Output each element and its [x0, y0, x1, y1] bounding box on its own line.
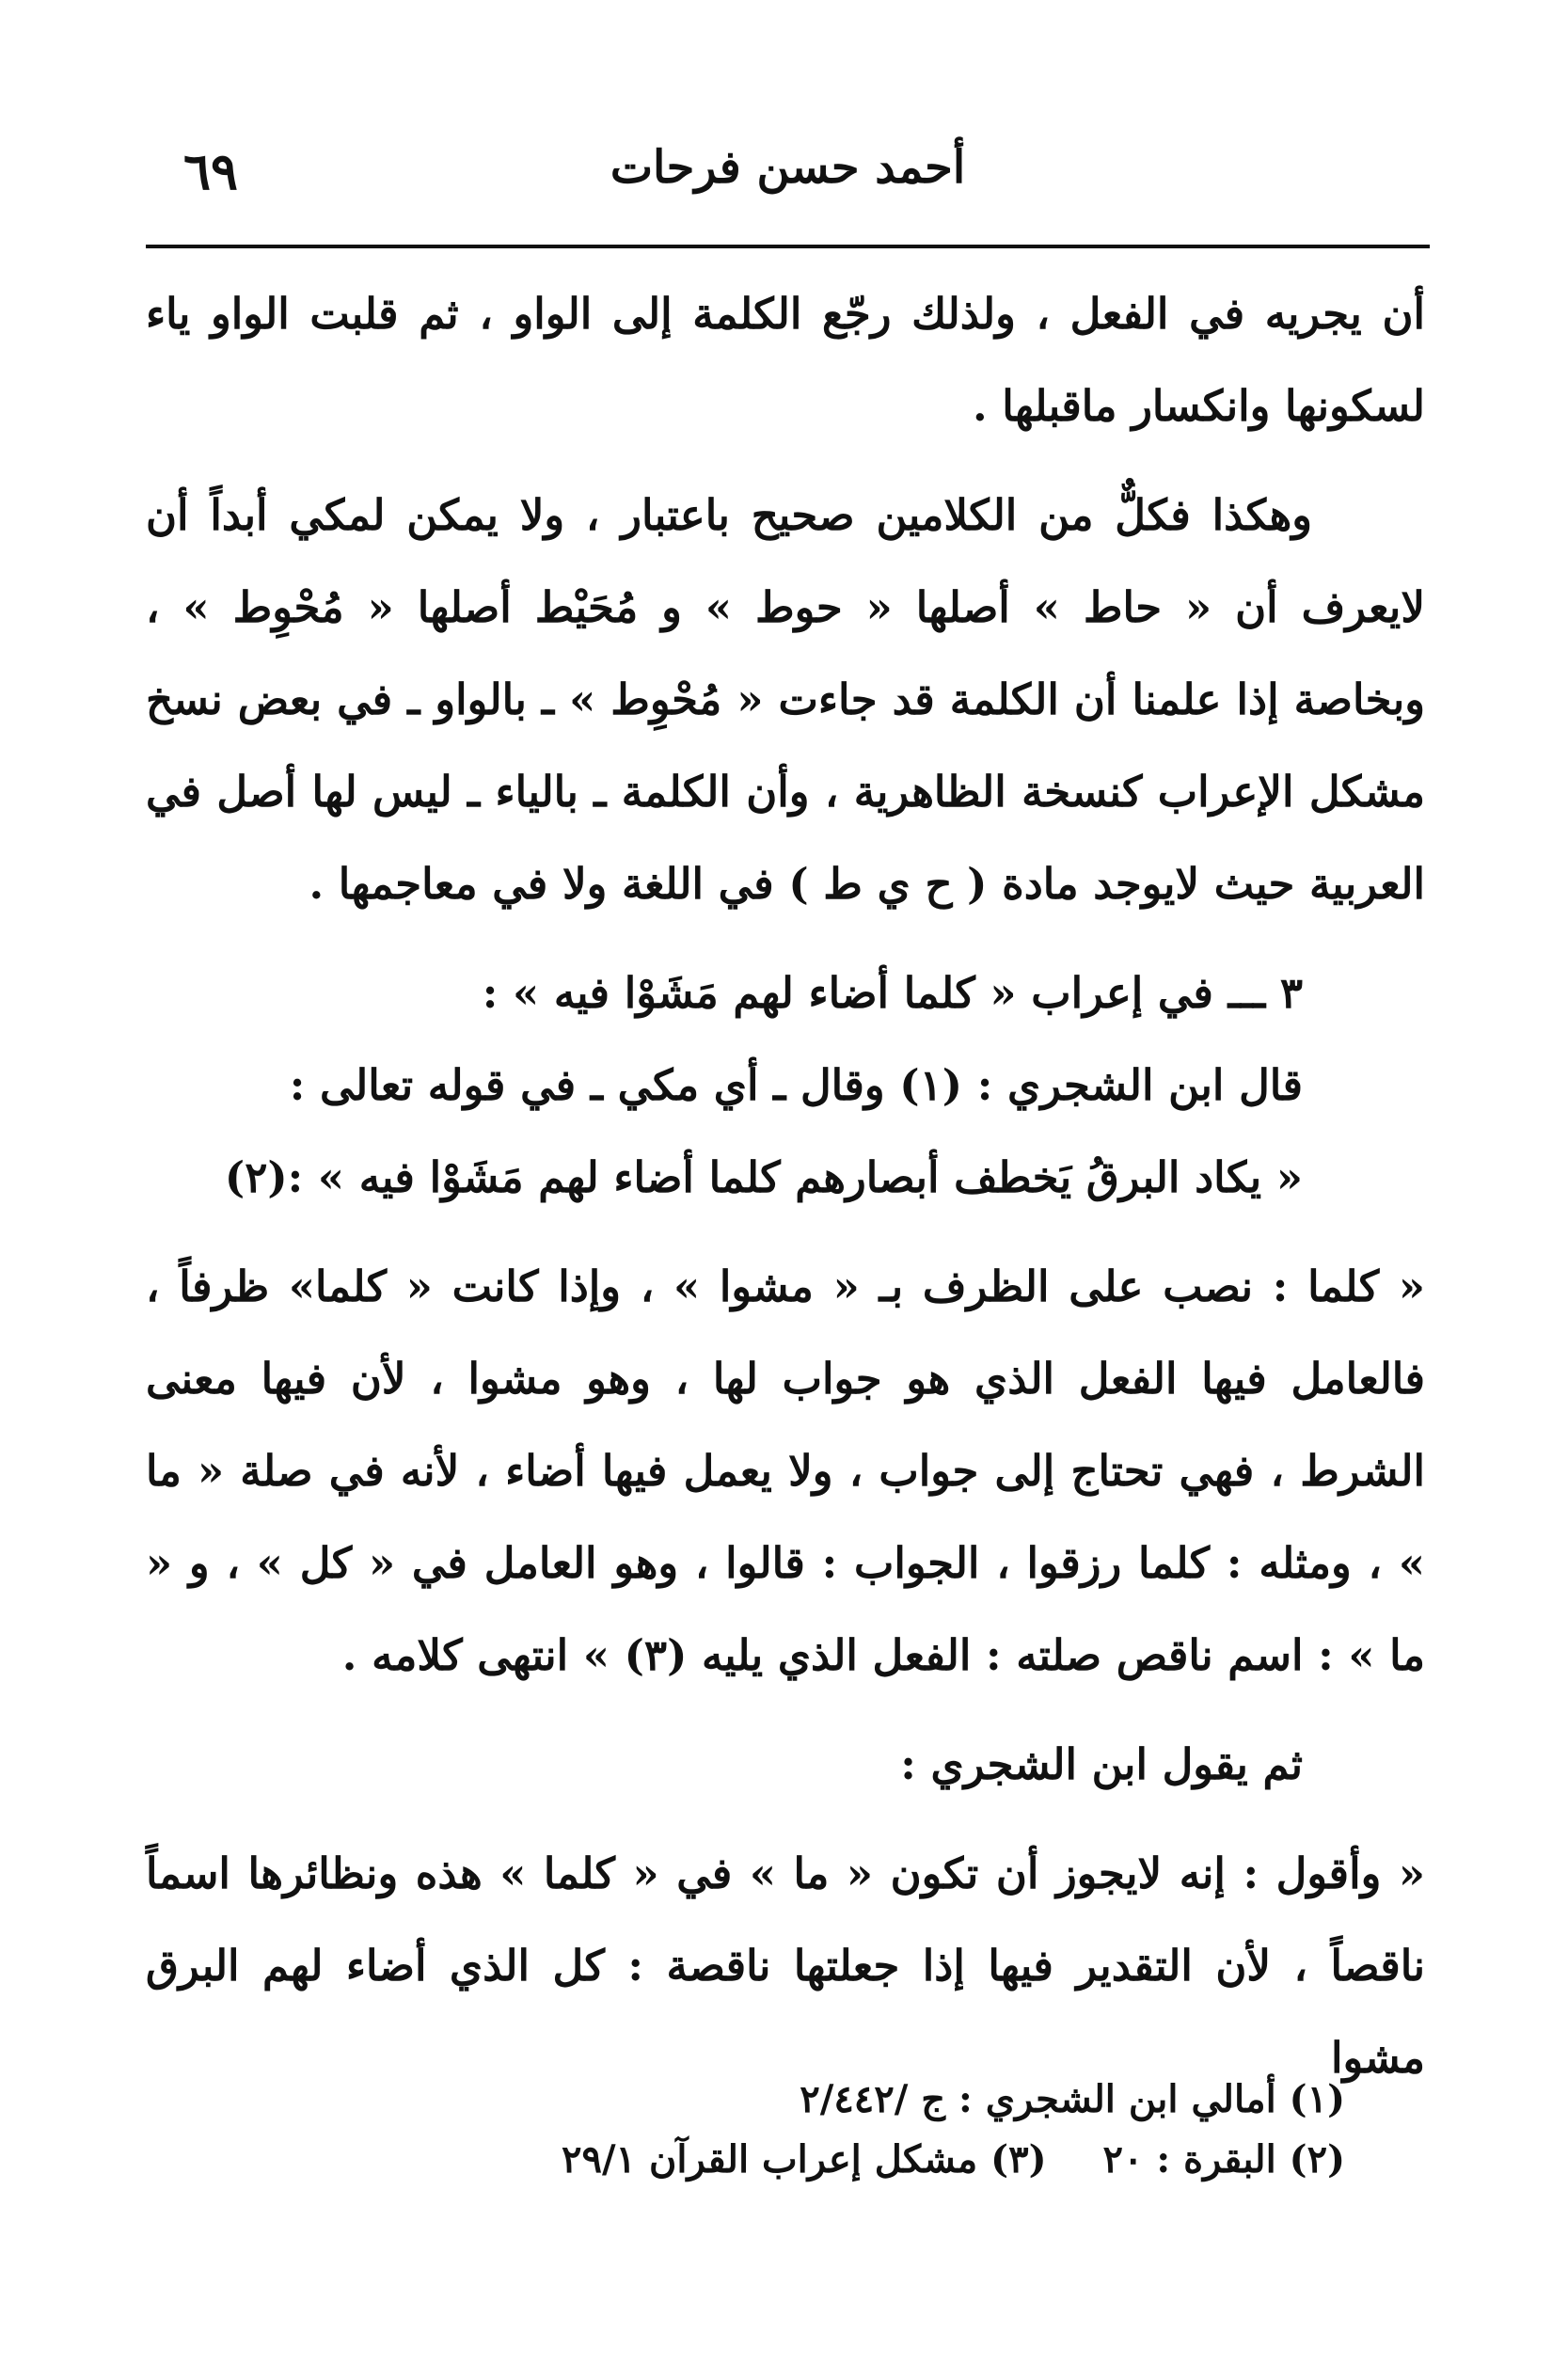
- header-rule: [146, 245, 1430, 248]
- quote-intro: قال ابن الشجري : (١) وقال ـ أي مكي ـ في قوله تعالى :: [289, 1060, 1303, 1110]
- footnote-2: (٢) البقرة : ٢٠: [1102, 2137, 1345, 2182]
- paragraph-ibn-shajari: ثم يقول ابن الشجري :: [900, 1739, 1303, 1789]
- running-head: أحمد حسن فرحات: [610, 141, 966, 194]
- footnote-row-1: [263, 2070, 1345, 2130]
- paragraph-kullama: « كلما : نصب على الظرف بـ « مشوا » ، وإذا كانت « كلما» ظرفاً ، فالعامل فيها الفعل الذي هو جواب لها ، وهو مشوا ، لأن فيها معنى الشرط ، فهي تحتاج إلى جواب ، ولا يعمل فيها أضاء ، لأنه في صلة « ما » ، ومثله : كلما رزقوا ، الجواب : قالوا ، وهو العامل في « كل » ، و « ما » : اسم ناقص صلته : الفعل الذي يليه (٣) » انتهى كلامه .: [146, 1261, 1425, 1680]
- paragraph-wa-aqul: « وأقول : إنه لايجوز أن تكون « ما » في « كلما » هذه ونظائرها اسماً ناقصاً ، لأن التقدير فيها إذا جعلتها ناقصة : كل الذي أضاء لهم البرق مشوا: [146, 1848, 1425, 2083]
- paragraph-1: أن يجريه في الفعل ، ولذلك رجّع الكلمة إلى الواو ، ثم قلبت الواو ياء لسكونها وانكسار ماقبلها .: [146, 289, 1425, 431]
- section-heading: ٣ ـــ في إعراب « كلما أضاء لهم مَشَوْا فيه » :: [482, 968, 1303, 1018]
- paragraph-2: وهكذا فكلٌّ من الكلامين صحيح باعتبار ، ولا يمكن لمكي أبداً أن لايعرف أن « حاط » أصلها « حوط » و مُحَيْط أصلها « مُحْوِط » ، وبخاصة إذا علمنا أن الكلمة قد جاءت « مُحْوِط » ـ بالواو ـ في بعض نسخ مشكل الإعراب كنسخة الظاهرية ، وأن الكلمة ـ بالياء ـ ليس لها أصل في العربية حيث لايوجد مادة ( ح ي ط ) في اللغة ولا في معاجمها .: [146, 490, 1425, 909]
- page-header: [146, 141, 1430, 216]
- footnote-row-2: [263, 2130, 1345, 2190]
- footnote-1: (١) أمالي ابن الشجري : ج /٢/٤٤٢: [800, 2077, 1345, 2121]
- footnotes: [263, 2070, 1345, 2190]
- page-number: ٦٩: [183, 141, 239, 201]
- quranic-verse: « يكاد البرقُ يَخطف أبصارهم كلما أضاء لهم مَشَوْا فيه » :(٢): [224, 1152, 1303, 1202]
- body-text: [146, 268, 1425, 2104]
- footnote-3: (٣) مشكل إعراب القرآن ٢٩/١: [561, 2137, 1047, 2182]
